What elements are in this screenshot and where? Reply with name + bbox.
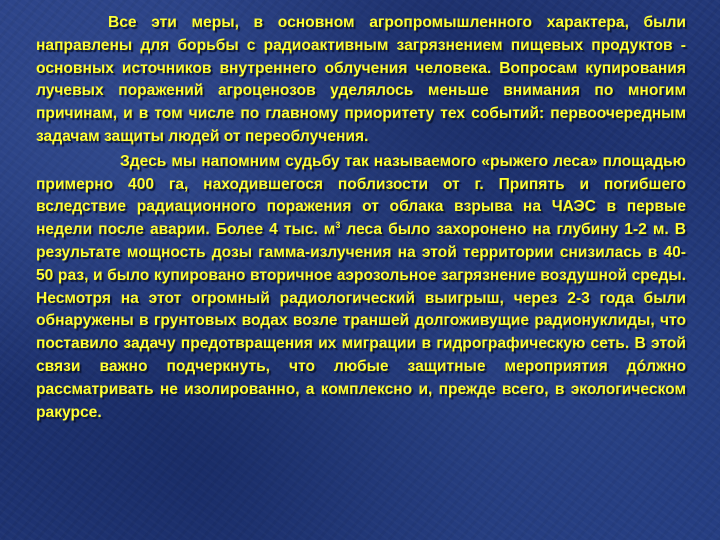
slide-body (36, 12, 686, 424)
cubic-superscript: 3 (335, 219, 341, 230)
paragraph-agro-measures: Все эти меры, в основном агропромышленного характера, были направлены для борьбы с радиоактивным загрязнением пищевых продуктов - основных источников внутреннего облучения человека. Вопросам купирования лучевых поражений агроценозов уделялось меньше внимания по многим причинам, и в том числе по главному приоритету тех событий: первоочередным задачам защиты людей от переоблучения. (36, 14, 686, 145)
paragraph-red-forest-text-2: леса было захоронено на глубину 1-2 м. В результате мощность дозы гамма-излучения на этой территории снизилась в 40-50 раз, и было купировано вторичное аэрозольное загрязнение воздушной среды. Несмотря на этот огромный радиологический выигрыш, через 2-3 года были обнаружены в грунтовых водах возле траншей долгоживущие радионуклиды, что поставило задачу предотвращения их миграции в гидрографическую сеть. В этой связи важно подчеркнуть, что любые защитные мероприятия дóлжно рассматривать не изолированно, а комплексно и, прежде всего, в экологическом ракурсе. (36, 221, 687, 421)
paragraph-red-forest (36, 151, 686, 425)
paragraph-red-forest-text-1: Здесь мы напомним судьбу так называемого «рыжего леса» площадью примерно 400 га, находившегося поблизости от г. Припять и погибшего вследствие радиационного поражения от облака взрыва на ЧАЭС в первые недели после аварии. Более 4 тыс. м (36, 152, 686, 239)
